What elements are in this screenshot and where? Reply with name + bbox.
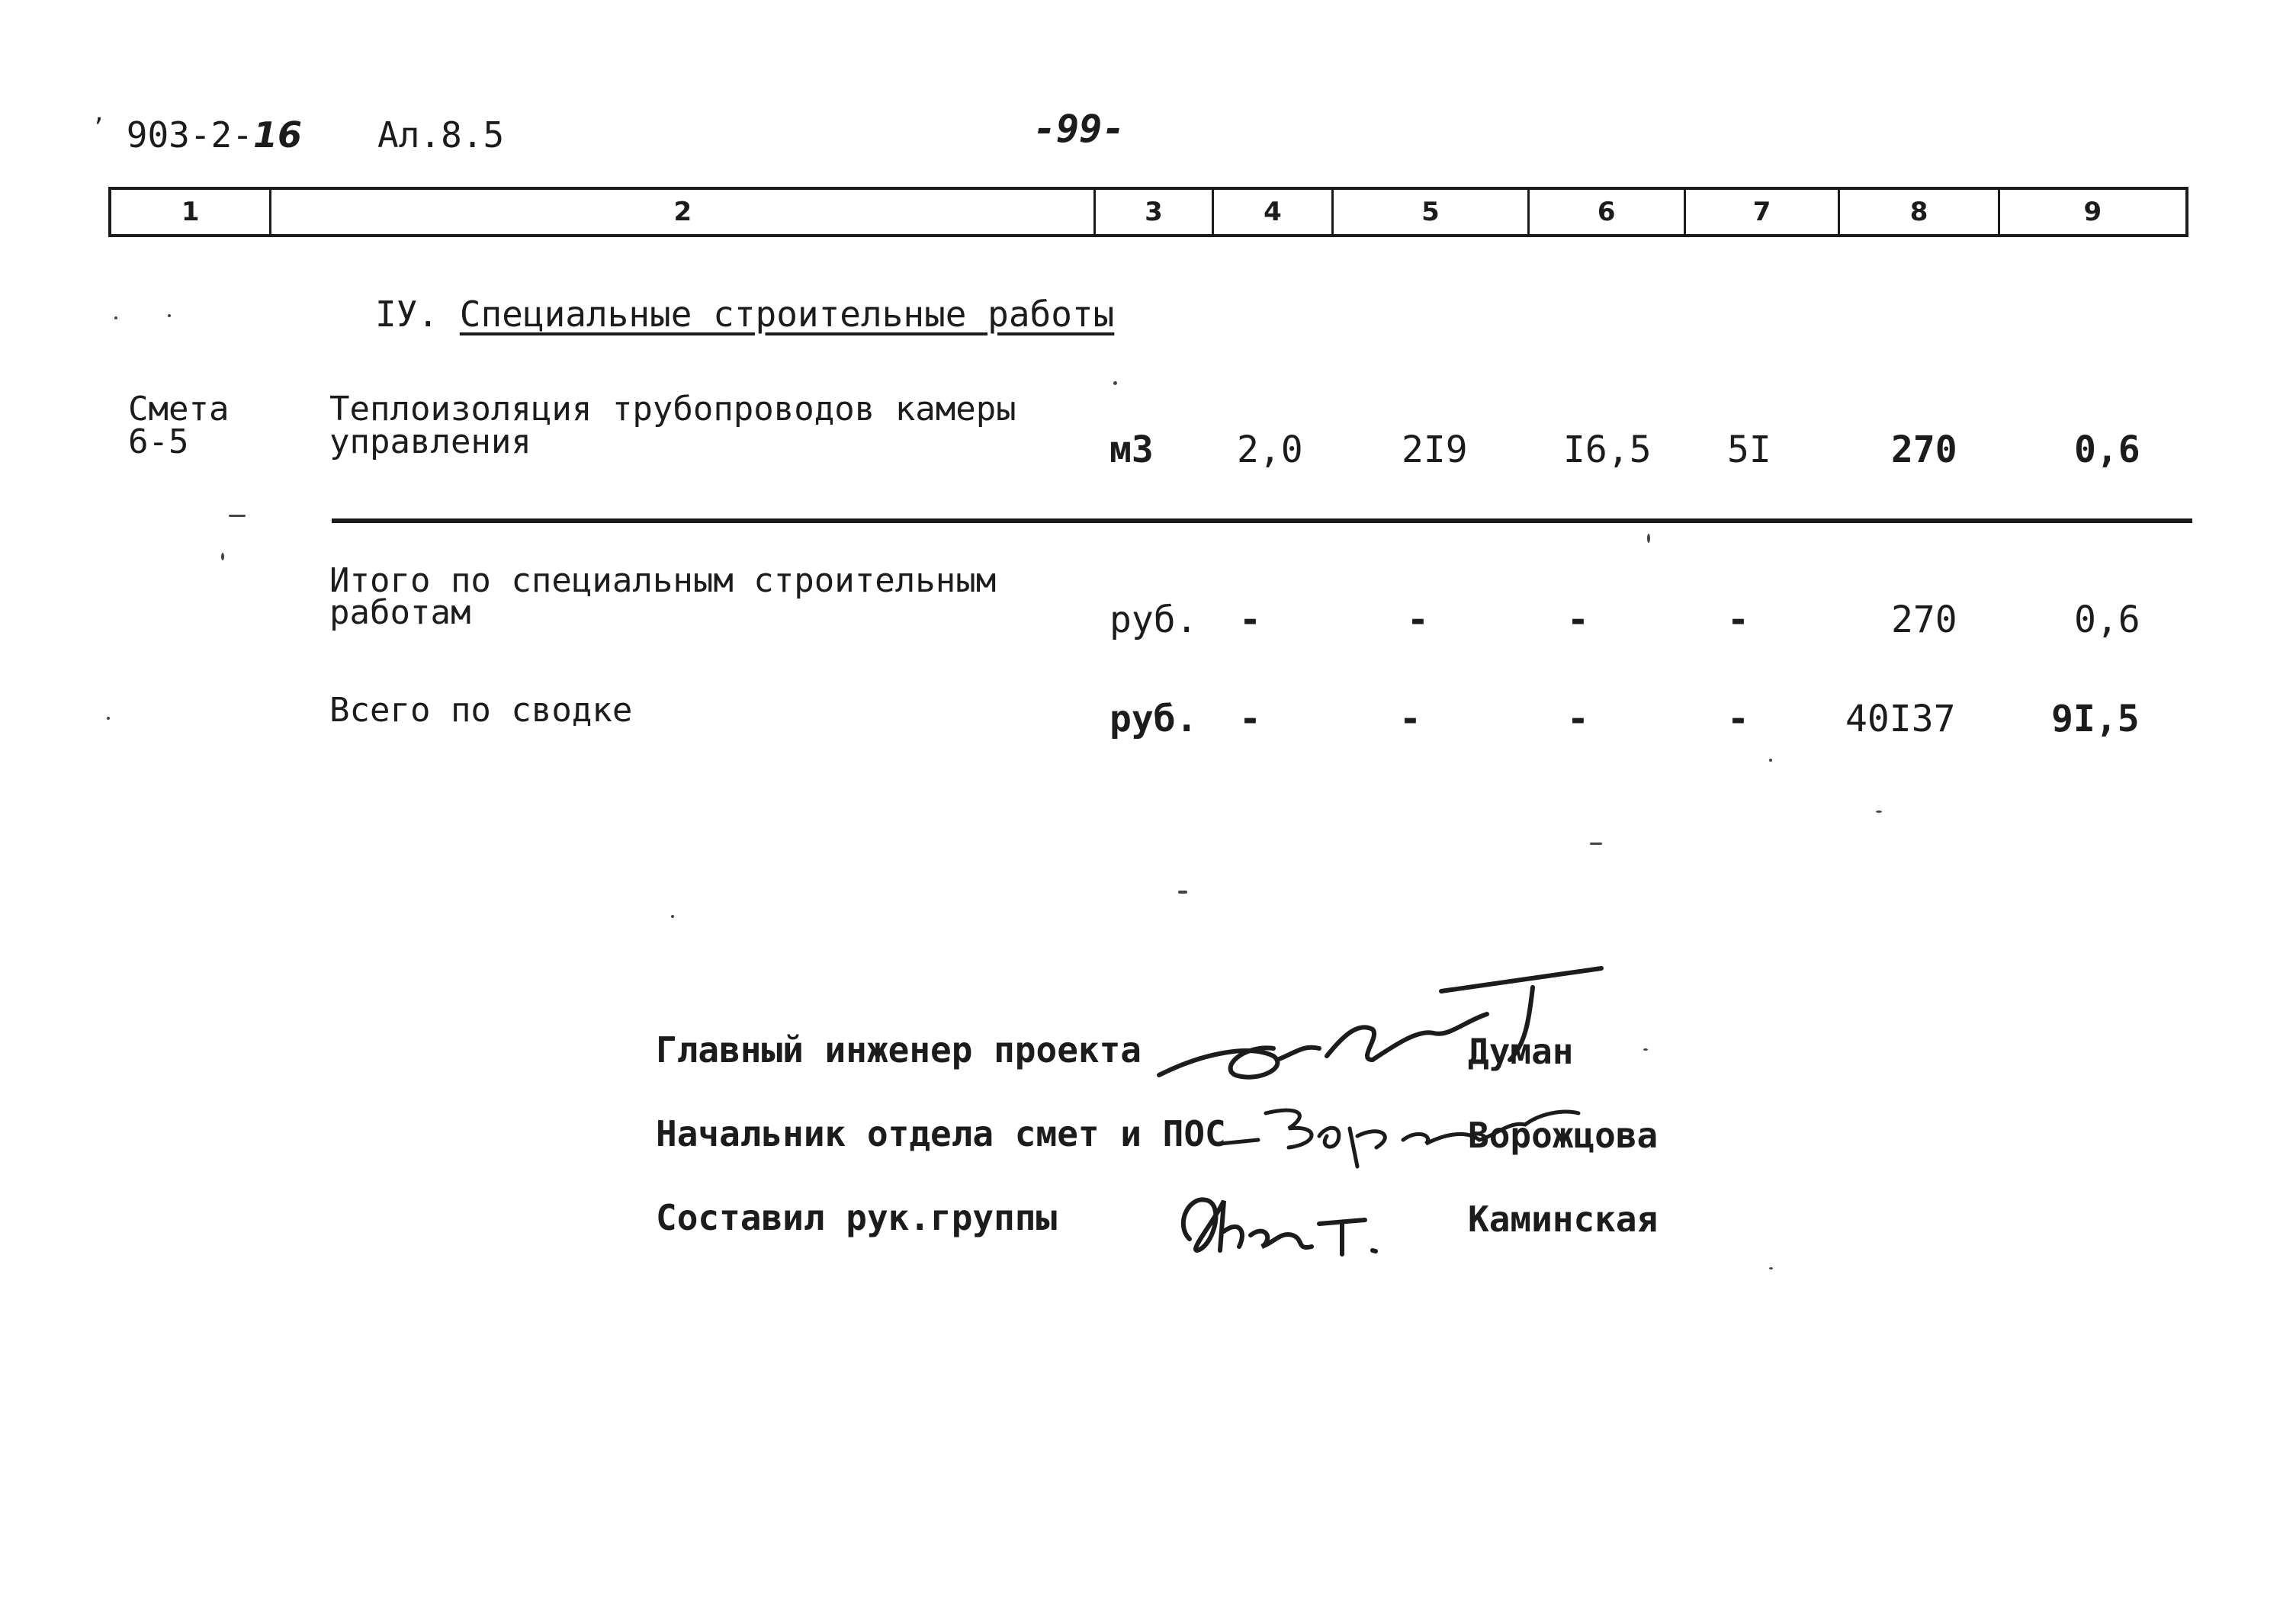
section-title (375, 294, 1114, 335)
album-number: Ал.8.5 (377, 114, 505, 156)
total-col5: - (1399, 698, 1421, 740)
subtotal-name-line-2: работам (329, 593, 471, 632)
row-col6: I6,5 (1563, 429, 1652, 471)
handwritten-signature-1 (1144, 961, 1601, 1098)
subtotal-col5: - (1407, 599, 1429, 641)
row-unit: м3 (1109, 429, 1154, 471)
row-col4: 2,0 (1237, 429, 1303, 471)
signature-role-3: Составил рук.группы (656, 1197, 1058, 1238)
total-col9: 9I,5 (2051, 698, 2140, 740)
row-ref-line-1: Смета (128, 390, 230, 429)
signature-role-2: Начальник отдела смет и ПОС (656, 1113, 1226, 1154)
column-header-2: 2 (271, 190, 1096, 234)
section-number: IУ. (375, 294, 439, 335)
page-number: -99- (1033, 107, 1126, 151)
section-title-text: Специальные строительные работы (459, 294, 1115, 335)
column-header-3: 3 (1096, 190, 1214, 234)
subtotal-rule (332, 518, 2192, 523)
row-col7: 5I (1727, 429, 1771, 471)
doc-code-printed: 903-2- (126, 114, 253, 156)
row-name-line-2: управления (329, 422, 531, 461)
subtotal-col9: 0,6 (2074, 599, 2140, 641)
handwritten-signature-3 (1167, 1178, 1411, 1270)
total-unit: руб. (1109, 698, 1198, 740)
column-header-6: 6 (1530, 190, 1686, 234)
column-header-7: 7 (1686, 190, 1840, 234)
row-col9: 0,6 (2074, 429, 2140, 471)
row-col8: 270 (1891, 429, 1957, 471)
row-ref-line-2: 6-5 (128, 422, 189, 461)
column-header-1: 1 (111, 190, 271, 234)
column-header-5: 5 (1334, 190, 1529, 234)
subtotal-col8: 270 (1891, 599, 1957, 641)
handwritten-signature-2 (1212, 1083, 1594, 1174)
column-header-strip (108, 187, 2188, 237)
total-name: Всего по сводке (329, 691, 633, 730)
signature-name-1: Думан (1468, 1031, 1574, 1072)
column-header-4: 4 (1214, 190, 1334, 234)
subtotal-name-line-1: Итого по специальным строительным (329, 561, 997, 600)
total-col7: - (1727, 698, 1749, 740)
signature-role-1: Главный инженер проекта (656, 1029, 1142, 1071)
subtotal-col7: - (1727, 599, 1749, 641)
doc-code: $^ʼ$ 903-2-16 (92, 114, 302, 156)
doc-code-handwritten: 16 (252, 114, 302, 156)
subtotal-col4: - (1239, 599, 1261, 641)
total-col8: 40I37 (1845, 698, 1956, 740)
total-col6: - (1567, 698, 1589, 740)
signature-name-3: Каминская (1468, 1199, 1659, 1240)
subtotal-col6: - (1567, 599, 1589, 641)
row-name-line-1: Теплоизоляция трубопроводов камеры (329, 390, 1016, 429)
column-header-9: 9 (2083, 197, 2102, 227)
column-header-8: 8 (1840, 190, 1999, 234)
signature-name-2: Ворожцова (1468, 1115, 1659, 1156)
subtotal-unit: руб. (1109, 599, 1198, 641)
total-col4: - (1239, 698, 1261, 740)
row-col5: 2I9 (1402, 429, 1468, 471)
